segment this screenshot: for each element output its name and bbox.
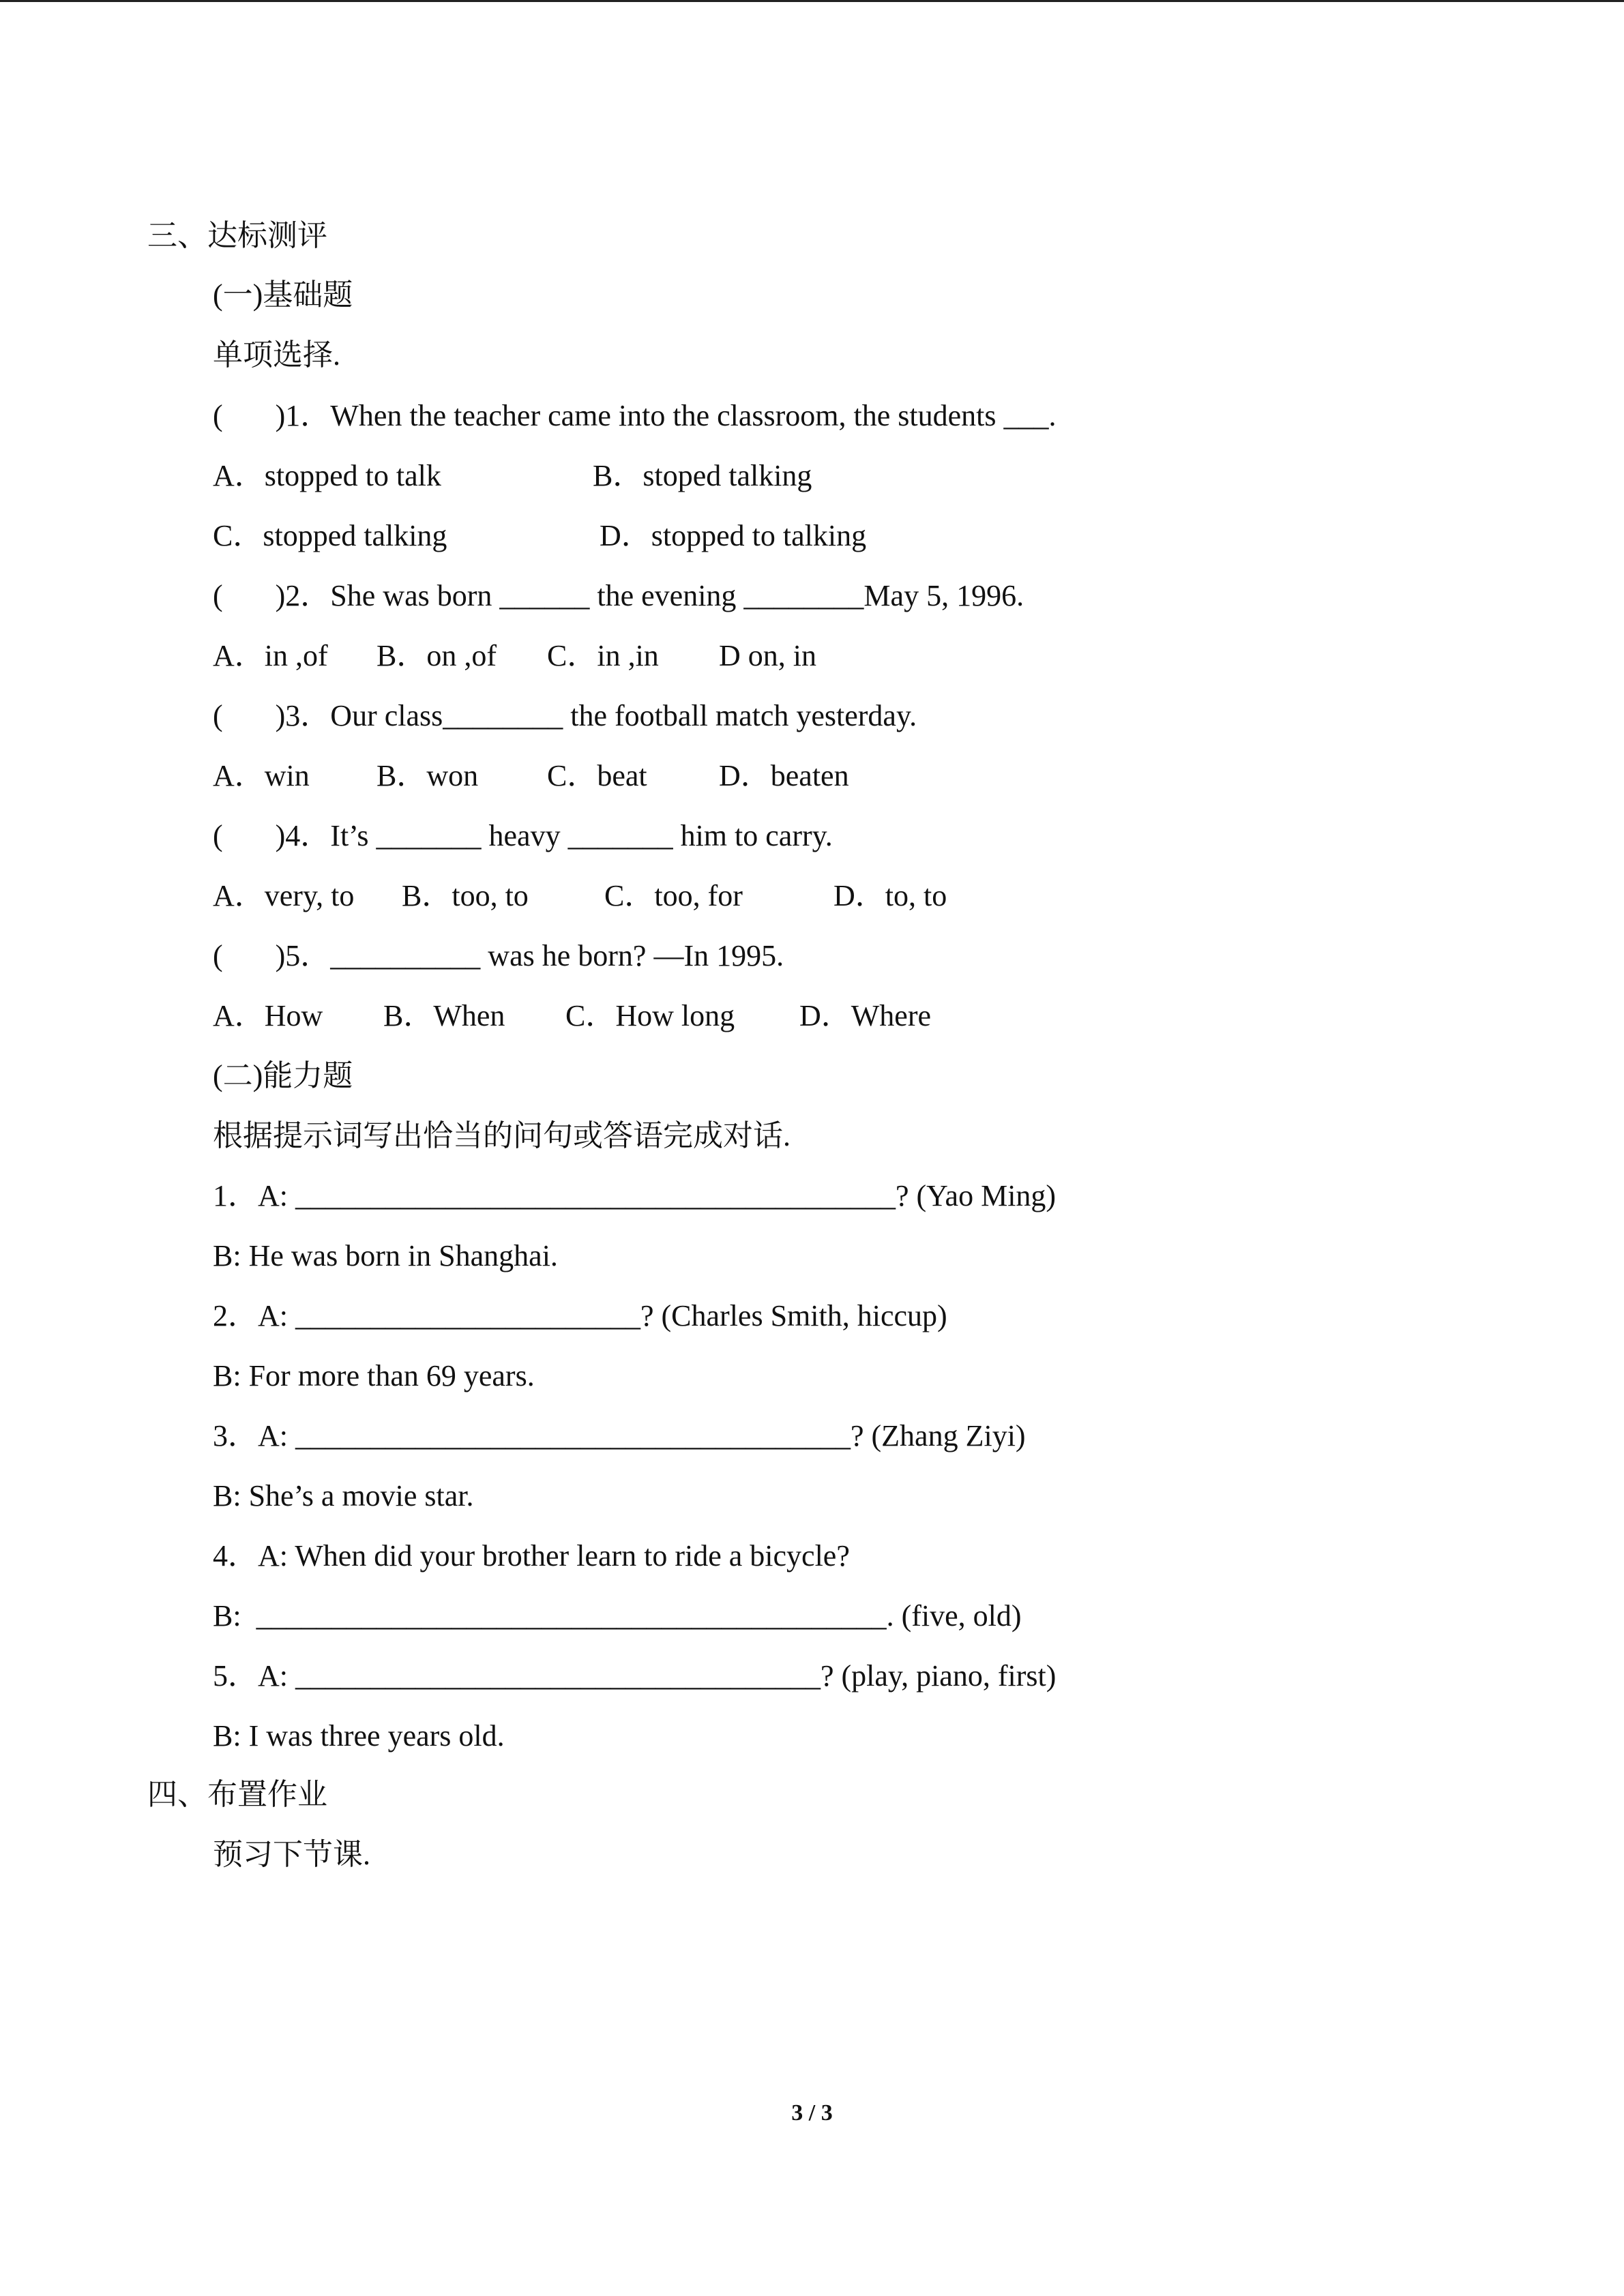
section-title-3: 三、达标测评 (147, 219, 327, 252)
question-stem: ( )2．She was born ______ the evening ________May 5, 1996. (213, 579, 1024, 612)
option-b: B．on ,of (377, 639, 497, 672)
option-d: D．stopped to talking (600, 519, 867, 552)
subsection-ability: (二)能力题 (213, 1059, 353, 1092)
option-c: C．stopped talking (213, 519, 447, 552)
subsection-basic: (一)基础题 (213, 278, 353, 312)
option-c: C．too, for (604, 879, 743, 912)
option-a: A．very, to (213, 879, 355, 912)
option-c: C．How long (565, 999, 735, 1032)
instruction-dialog: 根据提示词写出恰当的问句或答语完成对话. (213, 1119, 791, 1152)
instruction-single-choice: 单项选择. (213, 338, 340, 372)
option-c: C．beat (547, 759, 647, 792)
option-d: D．Where (799, 999, 932, 1032)
option-d: D．to, to (833, 879, 947, 912)
page-number: 3 / 3 (791, 2100, 833, 2126)
section-title-4: 四、布置作业 (147, 1778, 327, 1811)
option-a: A．in ,of (213, 639, 328, 672)
top-border-rule (0, 0, 1624, 2)
option-d: D．beaten (719, 759, 849, 792)
option-b: B．stoped talking (593, 459, 812, 492)
question-stem: ( )3．Our class________ the football match yesterday. (213, 699, 917, 732)
dialog-a-line: 1．A: ________________________________________? (Yao Ming) (213, 1179, 1057, 1212)
option-b: B．won (377, 759, 479, 792)
dialog-b-line: B: He was born in Shanghai. (213, 1239, 558, 1272)
option-a: A．stopped to talk (213, 459, 441, 492)
homework-text: 预习下节课. (213, 1838, 370, 1871)
option-c: C．in ,in (547, 639, 659, 672)
dialog-a-line: 3．A: _____________________________________? (Zhang Ziyi) (213, 1419, 1026, 1452)
option-b: B．too, to (402, 879, 529, 912)
option-a: A．win (213, 759, 310, 792)
option-a: A．How (213, 999, 323, 1032)
dialog-a-line: 4．A: When did your brother learn to ride a bicycle? (213, 1539, 850, 1572)
option-b: B．When (383, 999, 505, 1032)
dialog-b-line: B: __________________________________________. (five, old) (213, 1599, 1022, 1632)
question-stem: ( )5．__________ was he born? —In 1995. (213, 939, 784, 972)
dialog-b-line: B: For more than 69 years. (213, 1359, 535, 1392)
dialog-a-line: 2．A: _______________________? (Charles Smith, hiccup) (213, 1299, 947, 1332)
dialog-b-line: B: She’s a movie star. (213, 1479, 474, 1512)
dialog-a-line: 5．A: ___________________________________? (play, piano, first) (213, 1659, 1057, 1693)
question-stem: ( )4．It’s _______ heavy _______ him to carry. (213, 819, 833, 852)
dialog-b-line: B: I was three years old. (213, 1719, 505, 1753)
option-d: D on, in (719, 639, 816, 672)
question-stem: ( )1．When the teacher came into the classroom, the students ___. (213, 399, 1057, 432)
